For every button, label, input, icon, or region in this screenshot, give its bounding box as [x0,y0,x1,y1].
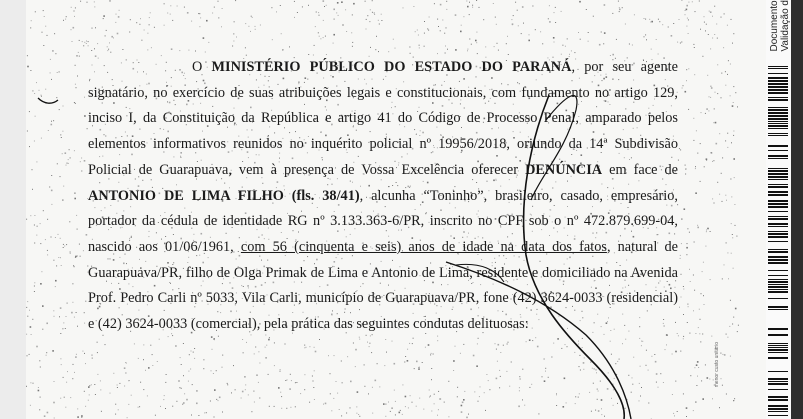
document-page [26,0,791,419]
para-text-3: em face de [602,161,679,178]
viewer-right-edge [791,0,803,419]
age-underlined: com 56 (cinquenta e seis) anos de idade na data dos fatos [240,238,607,255]
denuncia-keyword: DENÚNCIA [525,161,603,178]
prosecutor-org: MINISTÉRIO PÚBLICO DO ESTADO DO PARANÁ [211,59,572,75]
para-text-1: O [192,59,212,75]
complaint-paragraph [88,55,678,338]
validation-label: Documento Validação d [769,0,791,52]
defendant-name: ANTONIO DE LIMA FILHO (fls. 38/41) [88,187,360,204]
barcode [766,66,791,419]
viewer-left-gutter [0,0,26,419]
margin-note: menor custo unitário [714,342,720,388]
para-text-2: , por seu agente signatário, no exercício de suas atribuições legais e constitucionais, com fundamento no artigo 129, inciso I, da Constituição da República e artigo 41 do Código de Processo Penal, amparado pelos elementos informativos reunidos no inquérito policial nº 19956/2018, oriundo da 14ª Subdivisão Policial de Guarapuava, vem à presença de Vossa Excelência oferecer [88,59,678,178]
validation-sidebar [766,0,791,419]
para-text-4: , alcunha “Toninho”, brasileiro, casado, empresário, portador da cédula de identidade RG nº 3.133.363-6/PR, inscrito no CPF sob o nº 472.879.699-04, nascido aos 01/06/1961, [88,187,678,255]
para-text-5: , natural de Guarapuava/PR, filho de Olga Primak de Lima e Antonio de Lima, residente e domiciliado na Avenida Prof. Pedro Carli nº 5033, Vila Carli, município de Guarapuava/PR, fone (42) 3624-0033 (residencial) e (42) 3624-0033 (comercial), pela prática das seguintes condutas delituosas: [88,238,678,333]
